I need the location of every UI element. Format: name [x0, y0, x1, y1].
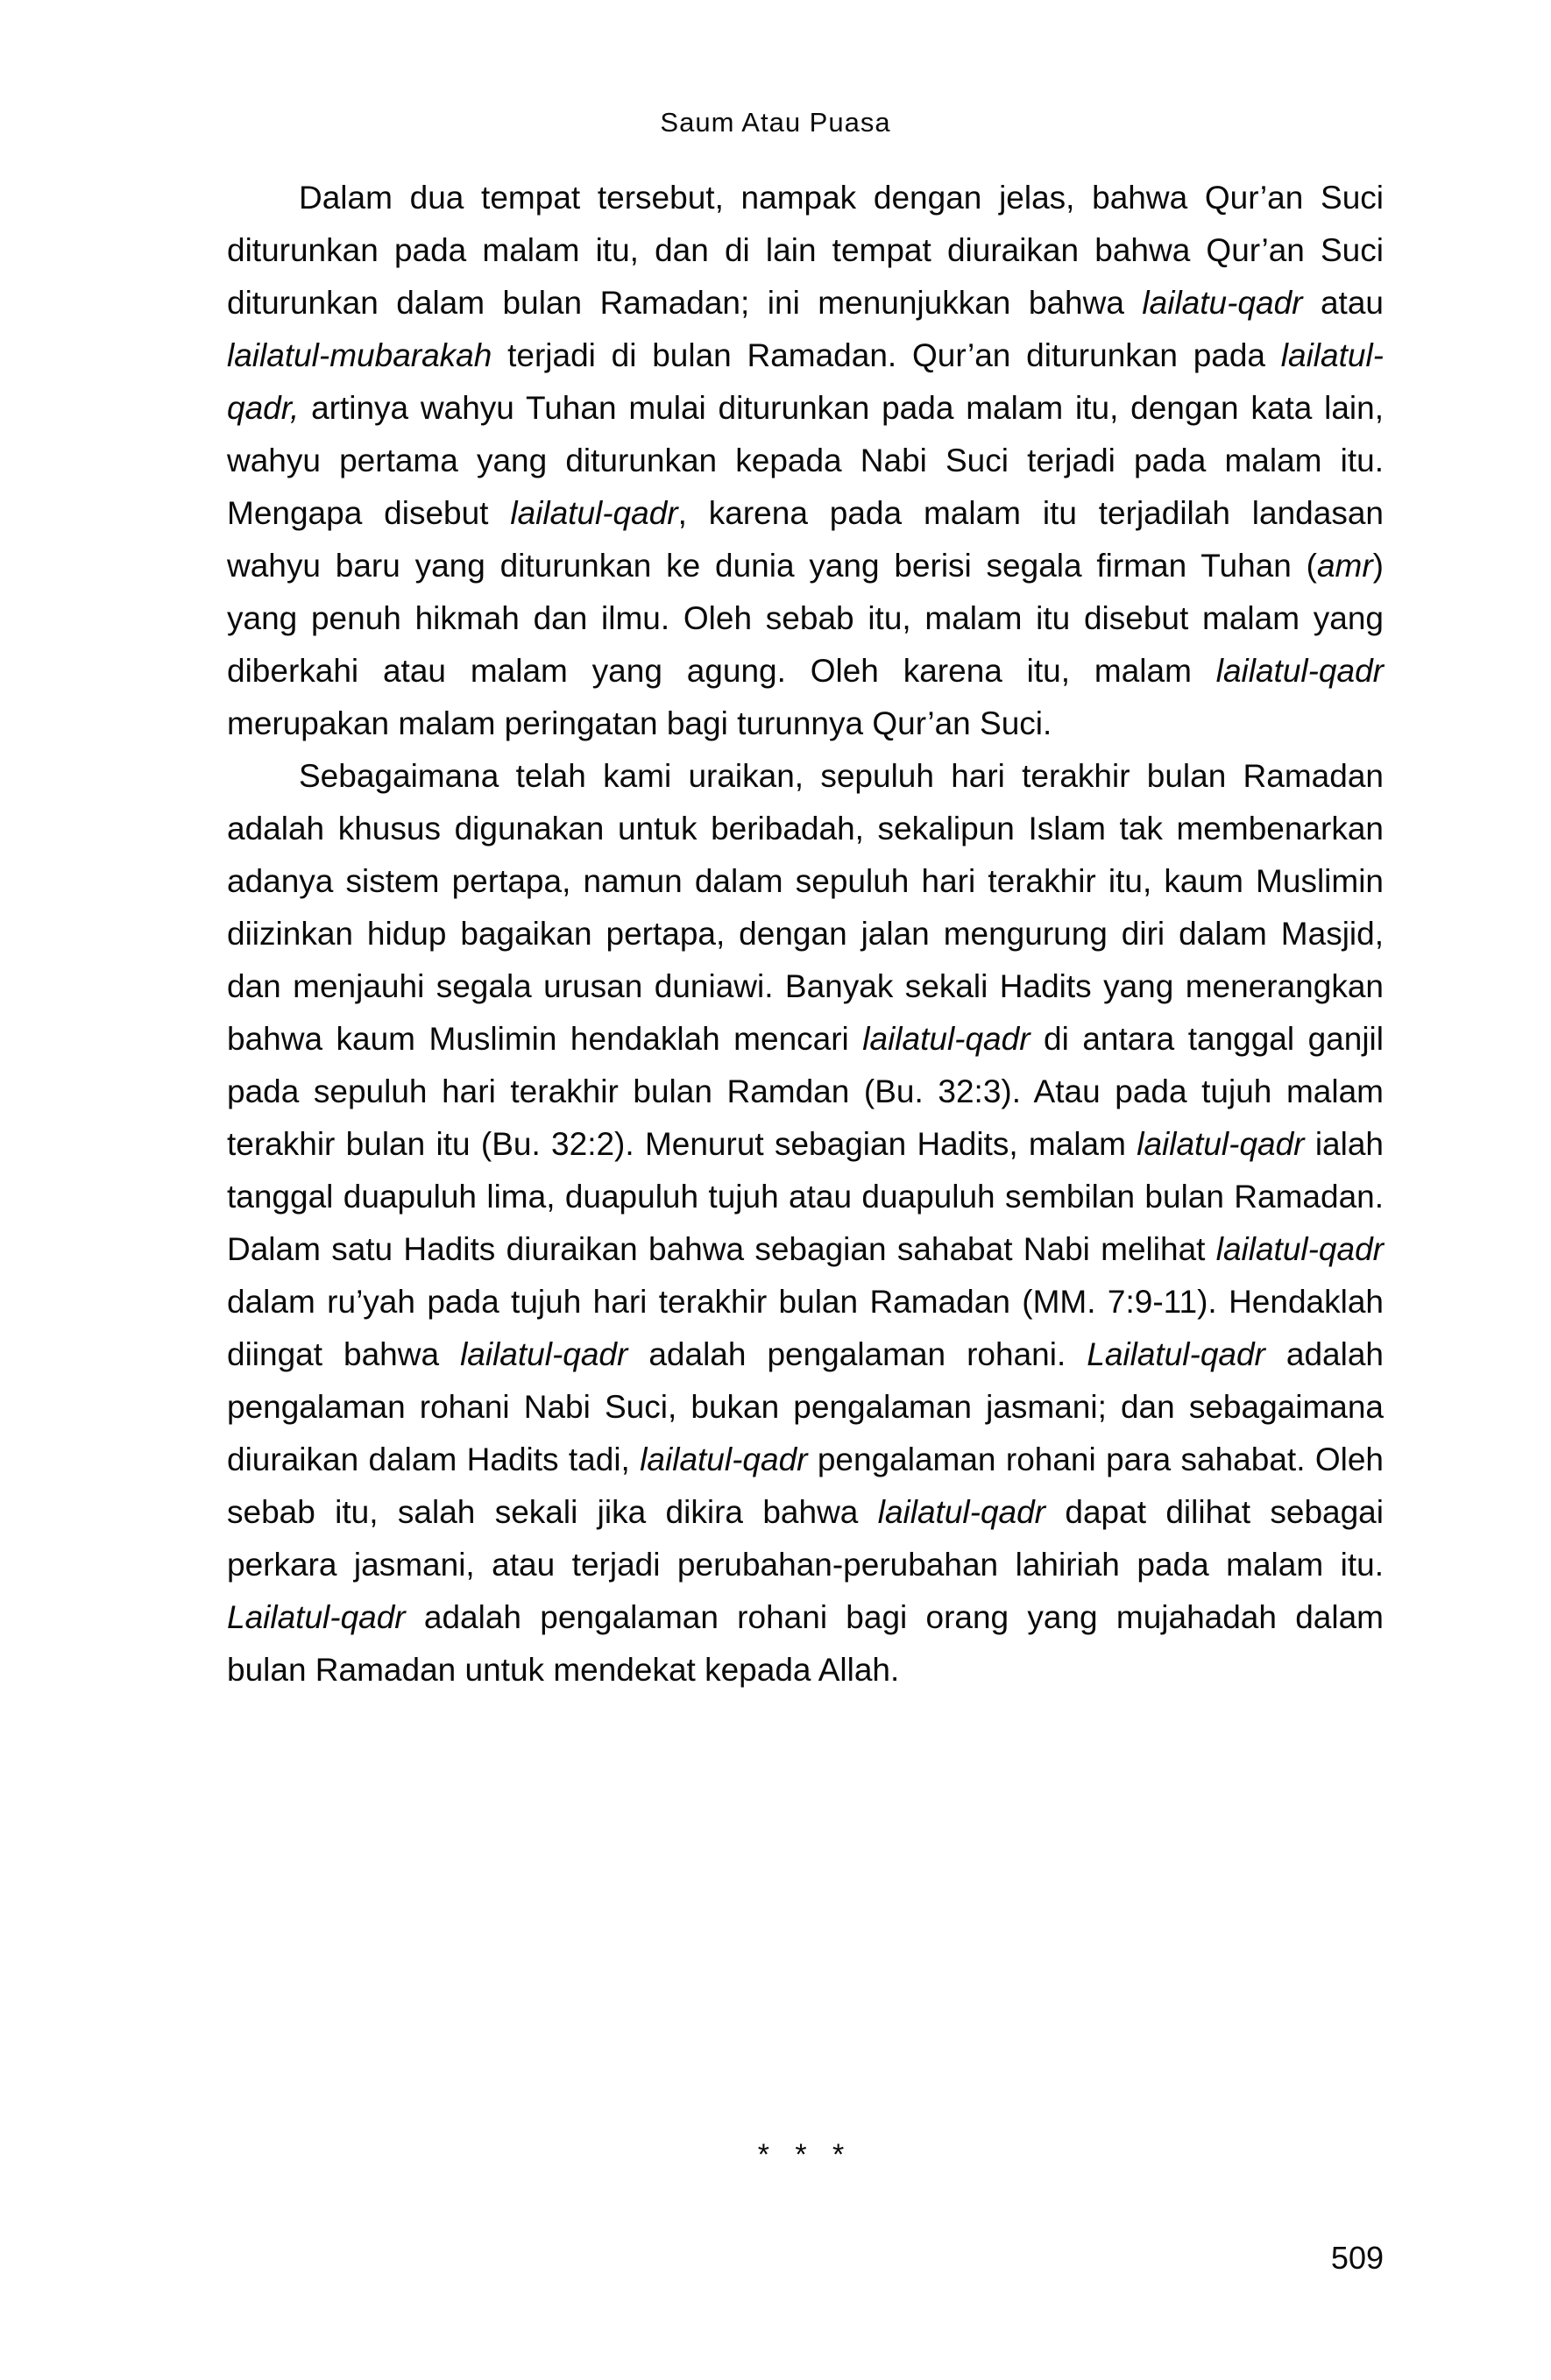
text-run: merupakan malam peringatan bagi turunnya Qur’an Suci. — [227, 705, 1052, 741]
italic-text-run: lailatul-mubarakah — [227, 337, 492, 373]
italic-text-run: lailatu-qadr — [1142, 285, 1303, 321]
text-run: Dalam dua tempat tersebut, nampak dengan jelas, bahwa Qur’an Suci diturunkan pada malam itu, dan di lain tempat diuraikan bahwa Qur’an Suci diturunkan dalam bulan Ramadan; ini menunjukkan bahwa — [227, 180, 1384, 321]
text-run: ialah tanggal duapuluh lima, duapuluh tujuh atau duapuluh sembilan bulan Ramadan. Dalam satu Hadits diuraikan bahwa sebagian sahabat Nabi melihat — [227, 1126, 1384, 1267]
text-run: atau — [1302, 285, 1384, 321]
italic-text-run: lailatul-qadr — [877, 1494, 1046, 1530]
paragraph — [227, 172, 1384, 750]
italic-text-run: lailatul-qadr, — [227, 337, 1384, 426]
italic-text-run: Lailatul-qadr — [1087, 1336, 1265, 1372]
italic-text-run: lailatul-qadr — [460, 1336, 628, 1372]
italic-text-run: lailatul-qadr — [1137, 1126, 1305, 1162]
italic-text-run: lailatul-qadr — [862, 1021, 1030, 1057]
italic-text-run: lailatul-qadr — [510, 495, 678, 531]
italic-text-run: lailatul-qadr — [1215, 1231, 1384, 1267]
text-run: adalah pengalaman rohani. — [627, 1336, 1087, 1372]
italic-text-run: amr — [1316, 548, 1373, 584]
paragraph — [227, 750, 1384, 1696]
text-run: dalam ru’yah pada tujuh hari terakhir bulan Ramadan (MM. 7:9-11). Hendaklah diingat bahwa — [227, 1284, 1384, 1372]
text-run: artinya wahyu Tuhan mulai diturunkan pada malam itu, dengan kata lain, wahyu pertama yang diturunkan kepada Nabi Suci terjadi pada malam itu. Mengapa disebut — [227, 390, 1384, 531]
text-run: di antara tanggal ganjil pada sepuluh hari terakhir bulan Ramdan (Bu. 32:3). Atau pada tujuh malam terakhir bulan itu (Bu. 32:2). Menurut sebagian Hadits, malam — [227, 1021, 1384, 1162]
running-header: Saum Atau Puasa — [660, 107, 891, 138]
text-run: adalah pengalaman rohani Nabi Suci, bukan pengalaman jasmani; dan sebagaimana diuraikan dalam Hadits tadi, — [227, 1336, 1384, 1477]
page-number: 509 — [1330, 2240, 1384, 2276]
text-run: ) yang penuh hikmah dan ilmu. Oleh sebab itu, malam itu disebut malam yang diberkahi atau malam yang agung. Oleh karena itu, malam — [227, 548, 1384, 689]
body-text — [227, 172, 1384, 1696]
text-run: adalah pengalaman rohani bagi orang yang mujahadah dalam bulan Ramadan untuk mendekat kepada Allah. — [227, 1599, 1384, 1688]
text-run: , karena pada malam itu terjadilah landasan wahyu baru yang diturunkan ke dunia yang berisi segala firman Tuhan ( — [227, 495, 1384, 584]
italic-text-run: Lailatul-qadr — [227, 1599, 406, 1635]
italic-text-run: lailatul-qadr — [640, 1441, 808, 1477]
italic-text-run: lailatul-qadr — [1215, 653, 1384, 689]
text-run: dapat dilihat sebagai perkara jasmani, atau terjadi perubahan-perubahan lahiriah pada malam itu. — [227, 1494, 1384, 1583]
text-run: terjadi di bulan Ramadan. Qur’an diturunkan pada — [492, 337, 1281, 373]
text-run: Sebagaimana telah kami uraikan, sepuluh hari terakhir bulan Ramadan adalah khusus digunakan untuk beribadah, sekalipun Islam tak membenarkan adanya sistem pertapa, namun dalam sepuluh hari terakhir itu, kaum Muslimin diizinkan hidup bagaikan pertapa, dengan jalan mengurung diri dalam Masjid, dan menjauhi segala urusan duniawi. Banyak sekali Hadits yang menerangkan bahwa kaum Muslimin hendaklah mencari — [227, 758, 1384, 1057]
text-run: pengalaman rohani para sahabat. Oleh sebab itu, salah sekali jika dikira bahwa — [227, 1441, 1384, 1530]
section-separator: * * * — [757, 2138, 853, 2171]
